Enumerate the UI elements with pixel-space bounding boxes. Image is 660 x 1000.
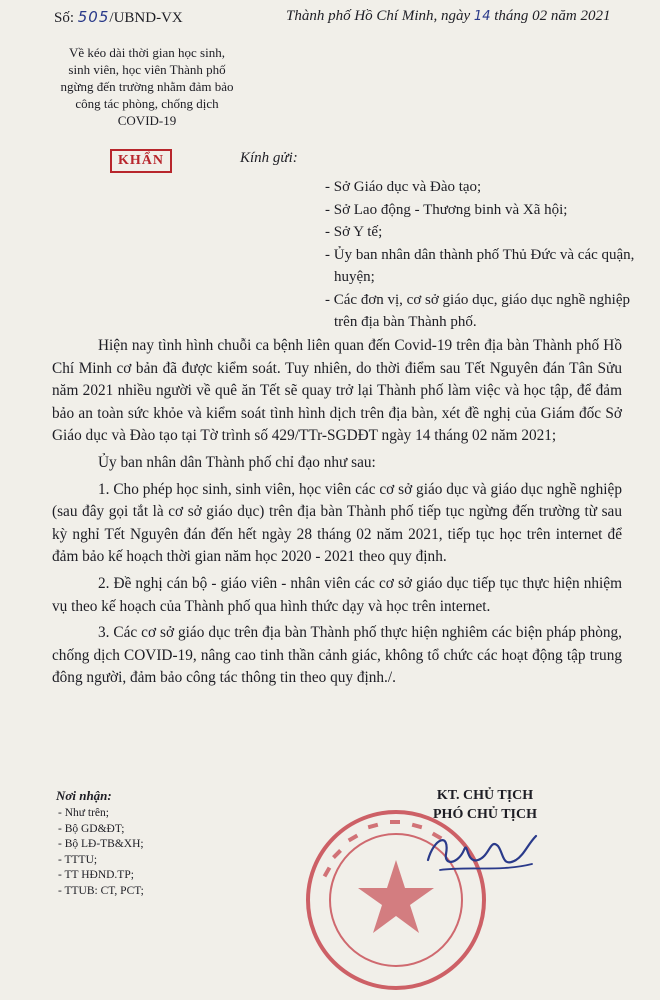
subject-line: ngừng đến trường nhằm đảm bảo bbox=[60, 79, 234, 94]
body-paragraph: Hiện nay tình hình chuỗi ca bệnh liên quan đến Covid-19 trên địa bàn Thành phố Hồ Chí Minh cơ bản đã được kiểm soát. Tuy nhiên, do thời điểm sau Tết Nguyên đán Tân Sửu năm 2021 nhiều người về quê ăn Tết sẽ quay trở lại Thành phố làm việc và học tập, để đảm bảo an toàn sức khỏe và kiểm soát tình hình dịch trên địa bàn, xét đề nghị của Giám đốc Sở Giáo dục và Đào tạo tại Tờ trình số 429/TTr-SGDĐT ngày 14 tháng 02 năm 2021; bbox=[52, 337, 622, 445]
date-prefix: Thành phố Hồ Chí Minh, ngày bbox=[286, 8, 471, 24]
document-body bbox=[52, 335, 622, 694]
subject-line: Về kéo dài thời gian học sinh, bbox=[69, 45, 225, 60]
recipient-item: - Các đơn vị, cơ sở giáo dục, giáo dục nghề nghiệp trên địa bàn Thành phố. bbox=[325, 291, 630, 330]
document-date bbox=[286, 8, 610, 25]
handwritten-signature bbox=[420, 820, 550, 880]
body-paragraph: Ủy ban nhân dân Thành phố chỉ đạo như sau: bbox=[98, 453, 376, 471]
noi-nhan-item: - TT HĐND.TP; bbox=[58, 869, 134, 882]
noi-nhan-item: - TTUB: CT, PCT; bbox=[58, 884, 144, 897]
document-subject bbox=[24, 44, 270, 129]
subject-line: COVID-19 bbox=[117, 113, 177, 128]
noi-nhan-item: - Bộ LĐ-TB&XH; bbox=[58, 838, 144, 851]
subject-line: sinh viên, học viên Thành phố bbox=[68, 62, 226, 77]
noi-nhan-item: - Bộ GD&ĐT; bbox=[58, 822, 125, 835]
recipient-item: - Sở Giáo dục và Đào tạo; bbox=[325, 179, 482, 195]
noi-nhan-list bbox=[58, 806, 144, 900]
so-suffix: /UBND-VX bbox=[109, 10, 183, 26]
body-paragraph: 2. Đề nghị cán bộ - giáo viên - nhân viên các cơ sở giáo dục tiếp tục thực hiện nhiệm vụ theo kế hoạch của Thành phố qua hình thức dạy và học trên internet. bbox=[52, 574, 622, 615]
date-day-handwritten: 14 bbox=[473, 9, 491, 24]
subject-line: công tác phòng, chống dịch bbox=[75, 96, 219, 111]
noi-nhan-title: Nơi nhận: bbox=[56, 788, 112, 803]
recipients-list bbox=[325, 176, 655, 334]
body-paragraph: 1. Cho phép học sinh, sinh viên, học viên các cơ sở giáo dục và giáo dục nghề nghiệp (sau đây gọi tắt là cơ sở giáo dục) trên địa bàn Thành phố tiếp tục ngừng đến trường từ sau kỳ nghỉ Tết Nguyên đán đến hết ngày 28 tháng 02 năm 2021, tiếp tục học trên internet để đảm bảo kế hoạch thời gian năm học 2020 - 2021 theo quy định. bbox=[52, 480, 622, 566]
signer-block bbox=[410, 786, 560, 824]
recipient-item: - Sở Y tế; bbox=[325, 224, 383, 240]
noi-nhan-item: - Như trên; bbox=[58, 807, 109, 819]
signer-line: PHÓ CHỦ TỊCH bbox=[433, 807, 537, 822]
signer-line: KT. CHỦ TỊCH bbox=[436, 788, 534, 803]
kinh-gui-label: Kính gửi: bbox=[240, 150, 298, 166]
document-number bbox=[54, 8, 183, 27]
recipient-item: - Sở Lao động - Thương binh và Xã hội; bbox=[325, 201, 568, 218]
noi-nhan-item: - TTTU; bbox=[58, 853, 98, 866]
so-label: Số: bbox=[54, 10, 75, 26]
body-paragraph: 3. Các cơ sở giáo dục trên địa bàn Thành phố thực hiện nghiêm các biện pháp phòng, chống dịch COVID-19, nâng cao tinh thần cảnh giác, không tổ chức các hoạt động tập trung đông người, đảm bảo công tác thông tin theo quy định./. bbox=[52, 624, 622, 687]
so-number-handwritten: 505 bbox=[77, 8, 110, 26]
date-suffix: tháng 02 năm 2021 bbox=[490, 8, 611, 24]
recipient-item: - Ủy ban nhân dân thành phố Thủ Đức và các quận, huyện; bbox=[325, 246, 635, 285]
urgent-stamp: KHẨN bbox=[110, 149, 172, 173]
